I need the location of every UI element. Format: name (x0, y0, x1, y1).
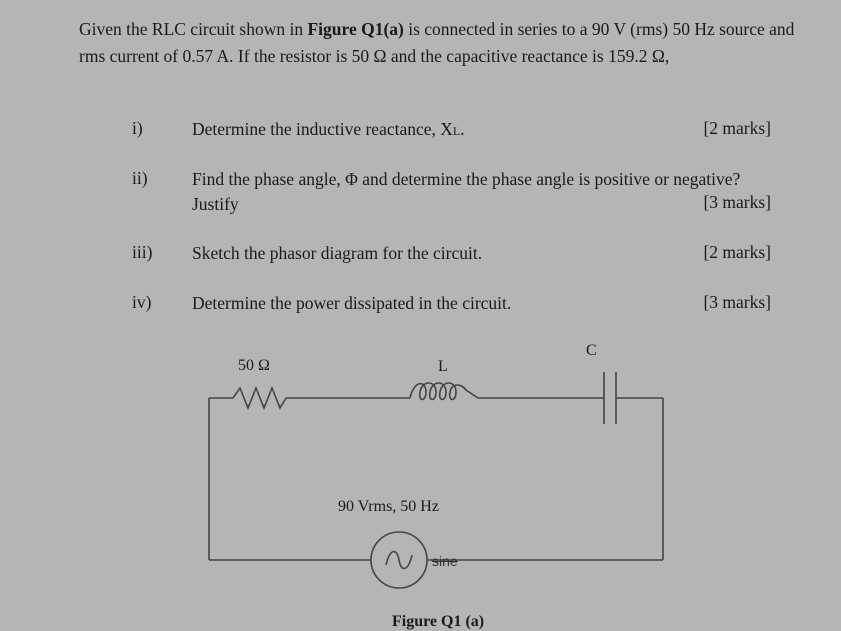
resistor-symbol (233, 388, 286, 408)
figure-caption: Figure Q1 (a) (392, 613, 485, 630)
question-text-4: Determine the power dissipated in the circuit. (192, 293, 512, 313)
source-label: 90 Vrms, 50 Hz (338, 498, 439, 515)
inductor-label: L (438, 358, 448, 375)
question-number-4: iv) (132, 292, 152, 312)
question-2-line-2: Justify (192, 194, 239, 214)
question-number-3: iii) (132, 242, 153, 262)
question-marks-1: [2 marks] (703, 118, 771, 138)
question-marks-4: [3 marks] (703, 292, 771, 312)
question-marks-2: [3 marks] (703, 192, 771, 212)
question-text-3: Sketch the phasor diagram for the circuit. (192, 243, 483, 263)
resistor-label: 50 Ω (238, 357, 270, 374)
intro-text-2: is connected in series to a 90 V (rms) 50 Hz source and rms current of 0.57 A. If the resistor is 50 Ω and the capacitive reactance is 159.2 Ω, (79, 19, 795, 66)
source-type-label: sine (432, 553, 458, 569)
question-number-1: i) (132, 118, 143, 138)
intro-text-1: Given the RLC circuit shown in (79, 19, 308, 39)
inductor-symbol (410, 383, 478, 400)
question-1-tail: . (460, 119, 465, 139)
question-marks-3: [2 marks] (703, 242, 771, 262)
question-1-main: Determine the inductive reactance, X (192, 119, 453, 139)
capacitor-label: C (586, 342, 597, 359)
question-number-2: ii) (132, 168, 148, 188)
question-2-line-1: Find the phase angle, Φ and determine the phase angle is positive or negative? (192, 169, 741, 189)
sine-wave-icon (386, 552, 412, 569)
figure-reference: Figure Q1(a) (307, 19, 404, 39)
question-1-subscript: L (452, 124, 461, 138)
